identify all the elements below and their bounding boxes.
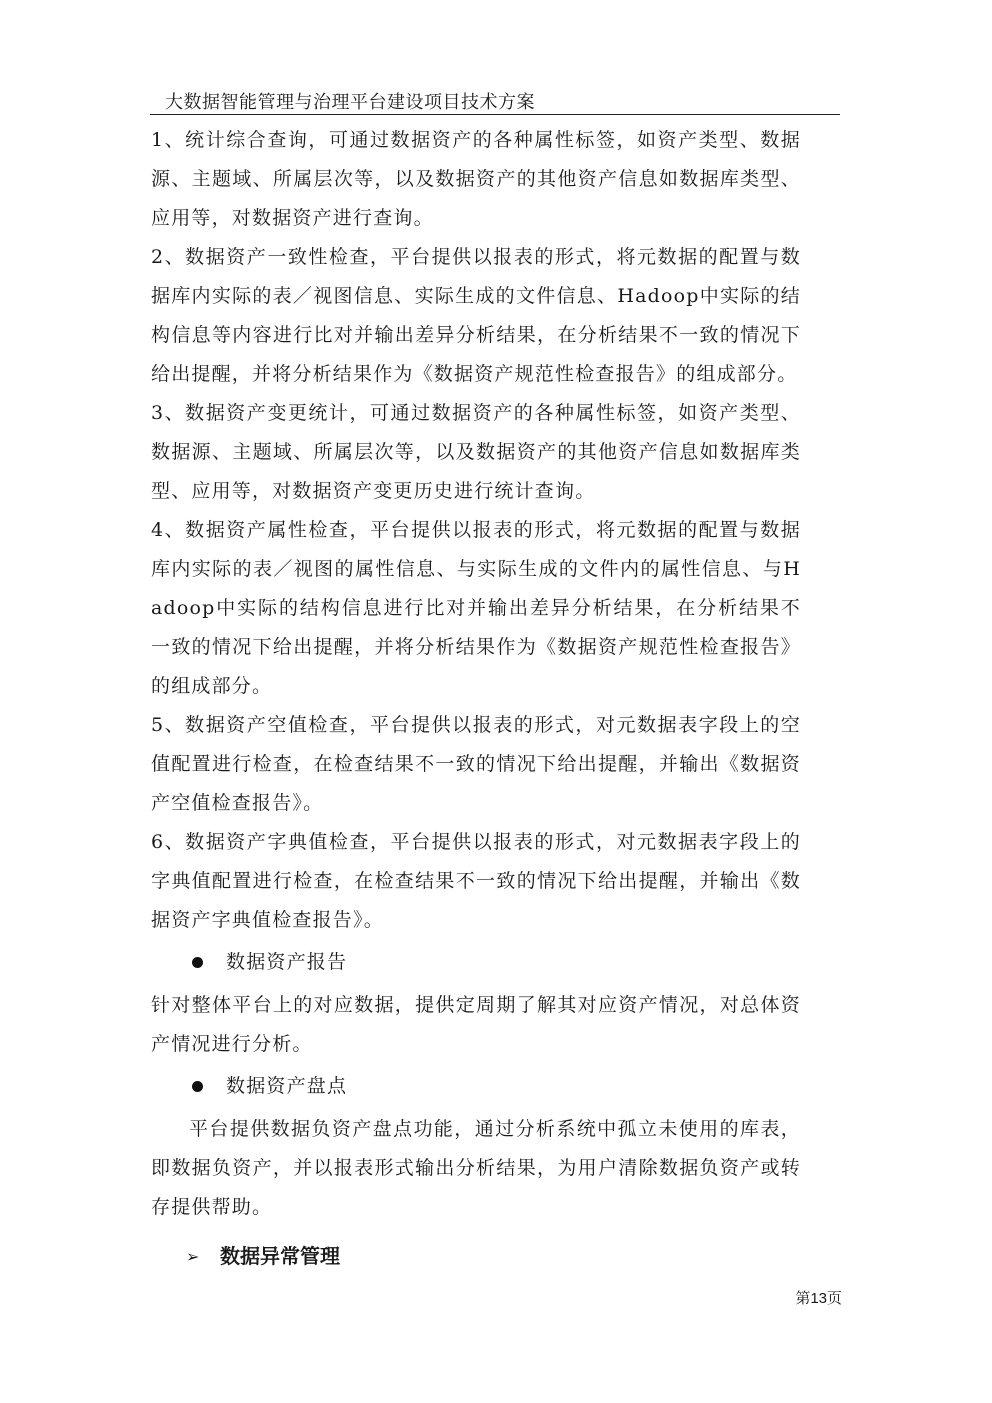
- header-divider: [150, 114, 840, 115]
- page-content: [151, 121, 801, 1276]
- page-number: 第13页: [795, 1290, 842, 1307]
- paragraph-item-1: 1、统计综合查询，可通过数据资产的各种属性标签，如资产类型、数据源、主题域、所属层次等，以及数据资产的其他资产信息如数据库类型、应用等，对数据资产进行查询。: [151, 129, 801, 229]
- bullet-heading-asset-inventory: [151, 1067, 801, 1106]
- bullet-dot-icon: [192, 957, 203, 968]
- paragraph-item-6: 6、数据资产字典值检查，平台提供以报表的形式，对元数据表字段上的字典值配置进行检查，在检查结果不一致的情况下给出提醒，并输出《数据资产字典值检查报告》。: [151, 831, 801, 931]
- bullet-heading-label: 数据资产盘点: [226, 1075, 348, 1097]
- asset-report-paragraph: 针对整体平台上的对应数据，提供定周期了解其对应资产情况，对总体资产情况进行分析。: [151, 994, 801, 1055]
- paragraph-item-2: 2、数据资产一致性检查，平台提供以报表的形式，将元数据的配置与数据库内实际的表／视图信息、实际生成的文件信息、Hadoop中实际的结构信息等内容进行比对并输出差异分析结果，在分析结果不一致的情况下给出提醒，并将分析结果作为《数据资产规范性检查报告》的组成部分。: [151, 246, 801, 385]
- bullet-heading-label: 数据资产报告: [226, 951, 348, 973]
- bullet-heading-asset-report: [151, 943, 801, 982]
- section-heading-anomaly-management: [151, 1237, 801, 1276]
- section-heading-label: 数据异常管理: [220, 1244, 340, 1268]
- paragraph-item-4: 4、数据资产属性检查，平台提供以报表的形式，将元数据的配置与数据库内实际的表／视图的属性信息、与实际生成的文件内的属性信息、与Hadoop中实际的结构信息进行比对并输出差异分析结果，在分析结果不一致的情况下给出提醒，并将分析结果作为《数据资产规范性检查报告》的组成部分。: [151, 519, 801, 697]
- bullet-dot-icon: [192, 1081, 203, 1092]
- paragraph-item-3: 3、数据资产变更统计，可通过数据资产的各种属性标签，如资产类型、数据源、主题域、所属层次等，以及数据资产的其他资产信息如数据库类型、应用等，对数据资产变更历史进行统计查询。: [151, 402, 801, 502]
- paragraph-item-5: 5、数据资产空值检查，平台提供以报表的形式，对元数据表字段上的空值配置进行检查，在检查结果不一致的情况下给出提醒，并输出《数据资产空值检查报告》。: [151, 714, 801, 814]
- page-header-title: 大数据智能管理与治理平台建设项目技术方案: [165, 92, 535, 113]
- asset-inventory-paragraph: 平台提供数据负资产盘点功能，通过分析系统中孤立未使用的库表，即数据负资产，并以报表形式输出分析结果，为用户清除数据负资产或转存提供帮助。: [151, 1118, 801, 1218]
- arrow-bullet-icon: ➢: [186, 1247, 200, 1266]
